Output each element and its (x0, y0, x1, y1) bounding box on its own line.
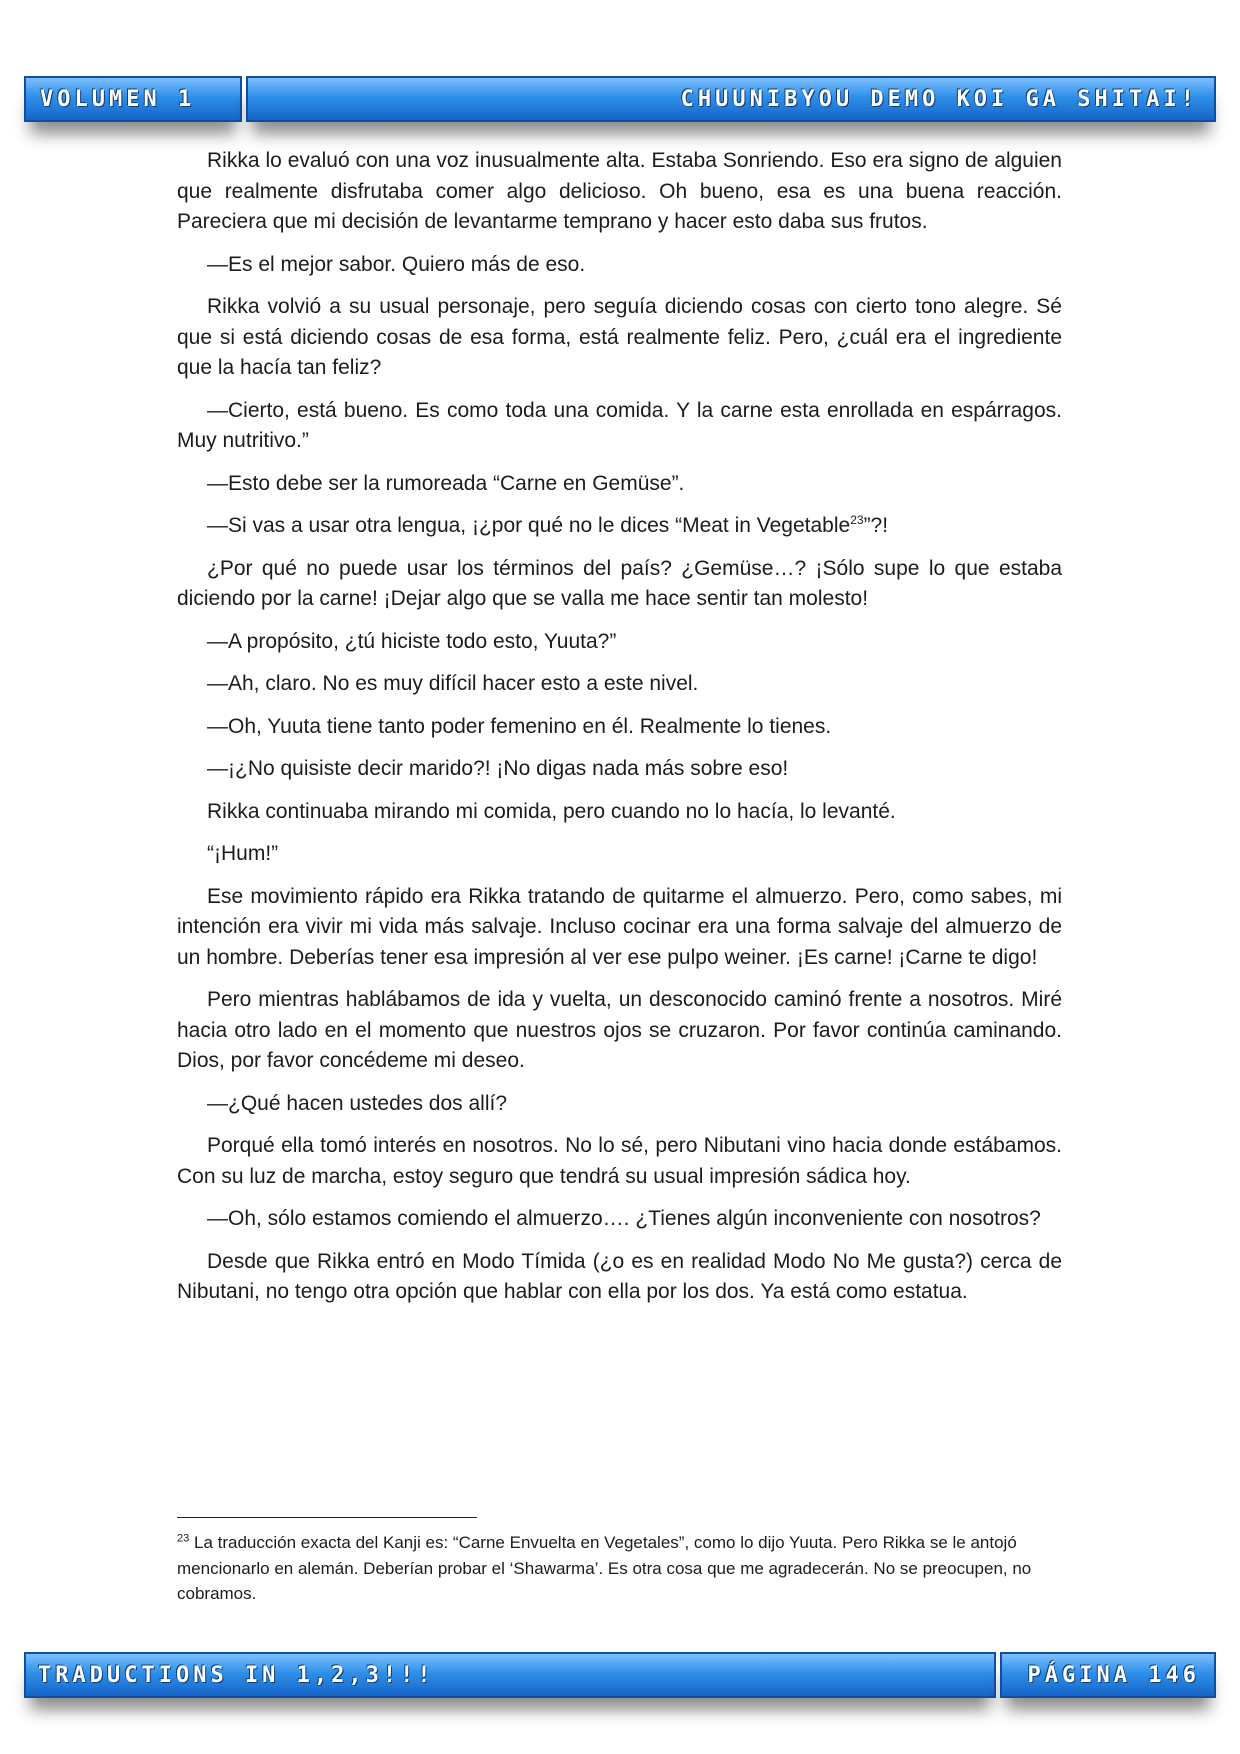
paragraph-text: —Si vas a usar otra lengua, ¡¿por qué no le dices “Meat in Vegetable (207, 514, 851, 537)
paragraph: —Ah, claro. No es muy difícil hacer esto a este nivel. (207, 672, 699, 695)
paragraph: —Oh, sólo estamos comiendo el almuerzo…. ¿Tienes algún inconveniente con nosotros? (207, 1207, 1041, 1230)
paragraph-with-footnote-ref (177, 511, 1062, 542)
body-text (177, 146, 1062, 1320)
paragraph: —¿Qué hacen ustedes dos allí? (207, 1091, 508, 1115)
page-number-label: PÁGINA 146 (1027, 1662, 1200, 1688)
paragraph: Desde que Rikka entró en Modo Tímida (¿o es en realidad Modo No Me gusta?) cerca de Nibutani, no tengo otra opción que hablar con ella por los dos. Ya está como estatua. (177, 1249, 1062, 1303)
paragraph: Rikka lo evaluó con una voz inusualmente alta. Estaba Sonriendo. Eso era signo de alguien que realmente disfrutaba comer algo delicioso. Oh bueno, esa es una buena reacción. Pareciera que mi decisión de levantarme temprano y hacer esto daba sus frutos. (177, 149, 1062, 233)
footnote-divider (177, 1517, 477, 1518)
footer-credit-label: TRADUCTIONS IN 1,2,3!!! (38, 1662, 435, 1688)
paragraph: Rikka continuaba mirando mi comida, pero cuando no lo hacía, lo levanté. (207, 799, 896, 823)
paragraph: —Cierto, está bueno. Es como toda una comida. Y la carne esta enrollada en espárragos. Muy nutritivo.” (177, 398, 1062, 452)
header-title-band (246, 76, 1216, 122)
footnote (177, 1530, 1062, 1607)
paragraph: Porqué ella tomó interés en nosotros. No lo sé, pero Nibutani vino hacia donde estábamos. Con su luz de marcha, estoy seguro que tendrá su usual impresión sádica hoy. (177, 1134, 1062, 1188)
paragraph: —A propósito, ¿tú hiciste todo esto, Yuuta?” (207, 629, 617, 653)
header-volume-band (24, 76, 242, 122)
footer-page-band (1000, 1652, 1216, 1698)
footnote-number: 23 (177, 1532, 190, 1545)
footnote-text: La traducción exacta del Kanji es: “Carne Envuelta en Vegetales”, como lo dijo Yuuta. Pero Rikka se le antojó mencionarlo en alemán. Deberían probar el ‘Shawarma’. Es otra cosa que me agradecerán. No se preocupen, no cobramos. (177, 1533, 1032, 1603)
header-title-label: CHUUNIBYOU DEMO KOI GA SHITAI! (680, 86, 1198, 112)
paragraph: Pero mientras hablábamos de ida y vuelta, un desconocido caminó frente a nosotros. Miré hacia otro lado en el momento que nuestros ojos se cruzaron. Por favor continúa caminando. Dios, por favor concédeme mi deseo. (177, 988, 1062, 1072)
paragraph: —Esto debe ser la rumoreada “Carne en Gemüse”. (207, 471, 685, 495)
paragraph: “¡Hum!” (207, 842, 279, 865)
paragraph: —Es el mejor sabor. Quiero más de eso. (207, 252, 586, 276)
paragraph: Ese movimiento rápido era Rikka tratando de quitarme el almuerzo. Pero, como sabes, mi intención era vivir mi vida más salvaje. Incluso cocinar era una forma salvaje del almuerzo de un hombre. Deberías tener esa impresión al ver ese pulpo weiner. ¡Es carne! ¡Carne te digo! (177, 884, 1062, 969)
paragraph: —Oh, Yuuta tiene tanto poder femenino en él. Realmente lo tienes. (207, 714, 832, 738)
paragraph: ¿Por qué no puede usar los términos del país? ¿Gemüse…? ¡Sólo supe lo que estaba diciendo por la carne! ¡Dejar algo que se valla me hace sentir tan molesto! (177, 556, 1062, 610)
paragraph-text: ”?! (863, 514, 889, 537)
header-volume-label: VOLUMEN 1 (40, 86, 196, 112)
paragraph: Rikka volvió a su usual personaje, pero seguía diciendo cosas con cierto tono alegre. Sé que si está diciendo cosas de esa forma, está realmente feliz. Pero, ¿cuál era el ingrediente que la hacía tan feliz? (177, 295, 1062, 379)
footnote-reference: 23 (850, 513, 864, 527)
paragraph: —¡¿No quisiste decir marido?! ¡No digas nada más sobre eso! (207, 757, 789, 780)
footer-credit-band (24, 1652, 996, 1698)
